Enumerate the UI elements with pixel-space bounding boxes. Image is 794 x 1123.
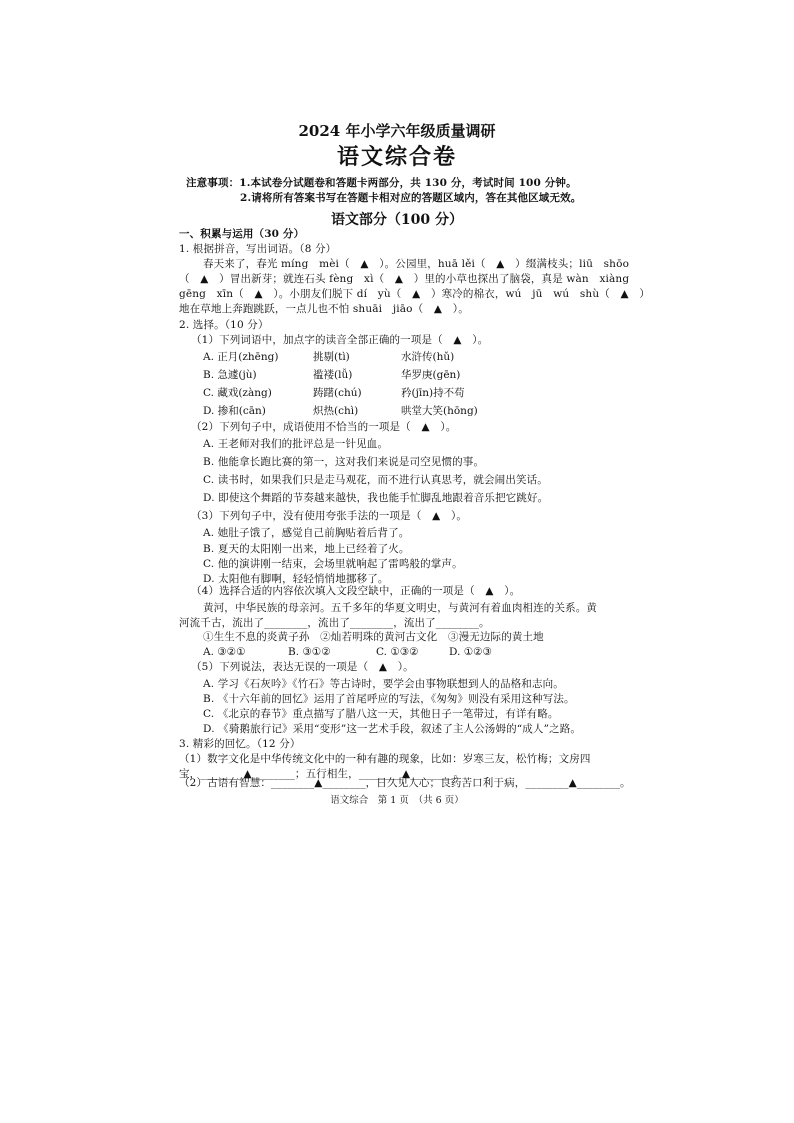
q2-1-b-col2: 褴褛(lǚ) (313, 369, 353, 381)
q2-2-option-a: A. 王老师对我们的批评总是一针见血。 (203, 438, 389, 450)
q2-stem: 2. 选择。（10 分） (179, 319, 269, 331)
notice-item-2: 2.请将所有答案书写在答题卡相对应的答题区域内，答在其他区域无效。 (240, 192, 582, 204)
q2-2-option-c: C. 读书时，如果我们只是走马观花，而不进行认真思考，就会闹出笑话。 (203, 474, 548, 486)
q1-stem: 1. 根据拼音，写出词语。（8 分） (179, 243, 337, 255)
q2-4-choices: ①生生不息的炎黄子孙 ②灿若明珠的黄河古文化 ③漫无边际的黄土地 (203, 631, 544, 643)
q1-line-1: 春天来了，春光 míng mèi（ ▲ ）。公园里，huā lěi（ ▲ ）缀满枝头；liū shōo (203, 258, 630, 270)
q2-1-a-col2: 挑剔(tì) (313, 351, 350, 363)
q1-line-4: 地在草地上奔跑跳跃，一点儿也不怕 shuāi jiāo（ ▲ ）。 (179, 303, 469, 315)
q2-1-a-col1: A. 正月(zhēng) (203, 351, 279, 363)
q2-2-stem: （2）下列句子中，成语使用不恰当的一项是（ ▲ ）。 (191, 421, 457, 433)
q3-1-line-2: 宝，________▲________；五行相生，________▲________。 (179, 768, 465, 780)
part-heading: 一、积累与运用（30 分） (179, 228, 305, 240)
q2-2-option-d: D. 即使这个舞蹈的节奏越来越快，我也能手忙脚乱地跟着音乐把它跳好。 (203, 492, 549, 504)
q2-4-answer-d: D. ①②③ (449, 646, 492, 658)
q2-1-a-col3: 水浒传(hǔ) (401, 351, 455, 363)
exam-title: 2024 年小学六年级质量调研 (298, 122, 496, 140)
q1-line-3: gēng xīn（ ▲ ）。小朋友们脱下 dí yù（ ▲ ）寒冷的棉衣，wú jū wú shù（ ▲ ） (179, 288, 651, 300)
q2-4-passage-2: 河流千古，流出了________，流出了________，流出了________。 (179, 617, 490, 629)
q2-1-c-col3: 矜(jīn)持不苟 (401, 387, 465, 399)
q3-2-line: （2）古语有智慧：________▲________，日久见人心；良药苦口利于病，________▲________。 (179, 777, 631, 789)
q2-1-c-col2: 踌躇(chú) (313, 387, 362, 399)
q2-5-option-c: C. 《北京的春节》重点描写了腊八这一天，其他日子一笔带过，有详有略。 (203, 708, 559, 720)
q2-4-answer-c: C. ①③② (376, 646, 419, 658)
q1-line-2: （ ▲ ）冒出新芽；就连石头 fèng xì（ ▲ ）里的小草也探出了脑袋，真是 wàn xiàng (179, 273, 630, 285)
q2-5-option-b: B. 《十六年前的回忆》运用了首尾呼应的写法，《匆匆》则没有采用这种写法。 (203, 693, 575, 705)
section-title: 语文部分（100 分） (330, 212, 464, 228)
q2-4-answer-a: A. ③②① (203, 646, 246, 658)
notice-item-1: 1.本试卷分试题卷和答题卡两部分，共 130 分，考试时间 100 分钟。 (239, 177, 577, 189)
q2-5-stem: （5）下列说法，表达无误的一项是（ ▲ ）。 (191, 661, 414, 673)
q2-1-b-col1: B. 急遽(jù) (203, 369, 257, 381)
q2-5-option-a: A. 学习《石灰吟》《竹石》等古诗时，要学会由事物联想到人的品格和志向。 (203, 678, 564, 690)
page-footer: 语文综合 第 1 页 （共 6 页） (330, 795, 464, 806)
q2-1-d-col2: 炽热(chì) (313, 405, 359, 417)
q2-1-d-col1: D. 掺和(cān) (203, 405, 266, 417)
q2-3-option-a: A. 她肚子饿了，感觉自己前胸贴着后背了。 (203, 527, 410, 539)
exam-subtitle: 语文综合卷 (336, 144, 457, 170)
q2-5-option-d: D. 《骑鹅旅行记》采用“变形”这一艺术手段，叙述了主人公汤姆的“成人”之路。 (203, 723, 582, 735)
notice-line-1 (186, 176, 577, 190)
q2-3-option-d: D. 太阳他有脚啊，轻轻悄悄地挪移了。 (203, 573, 389, 585)
q2-3-option-c: C. 他的演讲刚一结束，会场里就响起了雷鸣般的掌声。 (203, 558, 463, 570)
q2-1-b-col3: 华罗庚(gēn) (401, 369, 461, 381)
q3-1-line-1: （1）数字文化是中华传统文化中的一种有趣的现象，比如：岁寒三友，松竹梅；文房四 (179, 753, 591, 765)
q2-4-passage-1: 黄河，中华民族的母亲河。五千多年的华夏文明史，与黄河有着血肉相连的关系。黄 (203, 602, 598, 614)
q2-4-answer-b: B. ③①② (288, 646, 331, 658)
q2-1-d-col3: 哄堂大笑(hōng) (401, 405, 478, 417)
q2-2-option-b: B. 他能拿长跑比赛的第一，这对我们来说是司空见惯的事。 (203, 456, 485, 468)
q3-stem: 3. 精彩的回忆。（12 分） (179, 738, 301, 750)
notice-label: 注意事项： (186, 177, 240, 189)
q2-4-stem: （4）选择合适的内容依次填入文段空缺中，正确的一项是（ ▲ ）。 (191, 585, 521, 597)
q2-1-stem: （1）下列词语中，加点字的读音全部正确的一项是（ ▲ ）。 (191, 334, 489, 346)
q2-3-option-b: B. 夏天的太阳刚一出来，地上已经着了火。 (203, 543, 410, 555)
q2-1-c-col1: C. 藏戏(zàng) (203, 387, 272, 399)
q2-3-stem: （3）下列句子中，没有使用夸张手法的一项是（ ▲ ）。 (191, 510, 468, 522)
